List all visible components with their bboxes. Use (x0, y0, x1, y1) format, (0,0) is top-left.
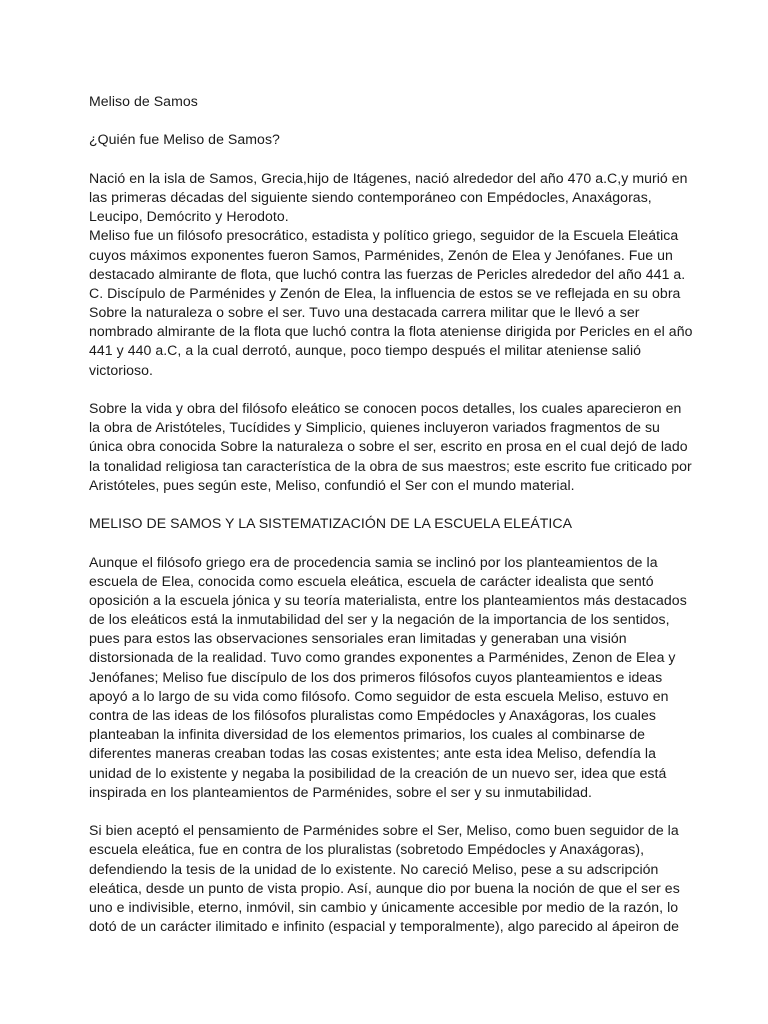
paragraph-parmenides (89, 821, 679, 936)
text-line: escuela de Elea, conocida como escuela eleática, escuela de carácter idealista que sentó (89, 572, 654, 589)
text-line: inspirada en los planteamientos de Parménides, sobre el ser y su inmutabilidad. (89, 783, 592, 800)
text-line: C. Discípulo de Parménides y Zenón de Elea, la influencia de estos se ve reflejada en su obra (89, 284, 681, 301)
text-line: la tonalidad religiosa tan característica de la obra de sus maestros; este escrito fue criticado por (89, 457, 692, 474)
text-line: las primeras décadas del siguiente siendo contemporáneo con Empédocles, Anaxágoras, (89, 188, 652, 205)
spacer (89, 802, 679, 821)
text-line: Si bien aceptó el pensamiento de Parménides sobre el Ser, Meliso, como buen seguidor de la (89, 822, 679, 839)
text-line: Sobre la vida y obra del filósofo eleático se conocen pocos detalles, los cuales aparecieron en (89, 400, 682, 416)
paragraph-works (89, 399, 692, 495)
text-line: diferentes maneras creaban todas las cosas existentes; ante esta idea Meliso, defendía la (89, 745, 656, 762)
spacer (89, 111, 679, 130)
spacer (89, 495, 679, 514)
text-line: uno e indivisible, eterno, inmóvil, sin cambio y únicamente accesible por medio de la razón, lo (89, 898, 679, 915)
text-line: Leucipo, Demócrito y Herodoto. (89, 208, 289, 225)
spacer (89, 533, 679, 552)
text-line: escuela eleática, fue en contra de los pluralistas (sobretodo Empédocles y Anaxágoras), (89, 841, 645, 858)
document-page (89, 92, 693, 936)
paragraph-biography (89, 169, 693, 380)
text-line: oposición a la escuela jónica y su teoría materialista, entre los planteamientos más destacados (89, 591, 687, 608)
text-line: Jenófanes; Meliso fue discípulo de los dos primeros filósofos cuyos planteamientos e ideas (89, 668, 663, 685)
text-line: destacado almirante de flota, que luchó contra las fuerzas de Pericles alrededor del año 441 a. (89, 265, 686, 282)
text-line: apoyó a lo largo de su vida como filósofo. Como seguidor de esta escuela Meliso, estuvo en (89, 687, 669, 704)
text-line: única obra conocida Sobre la naturaleza o sobre el ser, escrito en prosa en el cual dejó de lado (89, 438, 688, 455)
spacer (89, 380, 679, 399)
text-line: la obra de Aristóteles, Tucídides y Simplicio, quienes incluyeron variados fragmentos de su (89, 419, 660, 436)
text-line: contra de las ideas de los filósofos pluralistas como Empédocles y Anaxágoras, los cuales (89, 707, 656, 723)
text-line: victorioso. (89, 361, 153, 378)
text-line: 441 y 440 a.C, a la cual derrotó, aunque, poco tiempo después el militar ateniense salió (89, 342, 642, 359)
text-line: de los eleáticos está la inmutabilidad del ser y la negación de la importancia de los sentidos, (89, 611, 670, 628)
text-line: Nació en la isla de Samos, Grecia,hijo de Itágenes, nació alrededor del año 470 a.C,y murió en (89, 169, 688, 186)
text-line: Meliso fue un filósofo presocrático, estadista y político griego, seguidor de la Escuela Eleática (89, 227, 679, 244)
text-line: nombrado almirante de la flota que luchó contra la flota ateniense dirigida por Pericles en el año (89, 323, 693, 340)
text-line: Aunque el filósofo griego era de procedencia samia se inclinó por los planteamientos de la (89, 553, 658, 570)
section-question: ¿Quién fue Meliso de Samos? (89, 131, 280, 148)
text-line: eleática, desde un punto de vista propio. Así, aunque dio por buena la noción de que el ser es (89, 879, 680, 896)
text-line: Sobre la naturaleza o sobre el ser. Tuvo una destacada carrera militar que le llevó a ser (89, 304, 640, 321)
paragraph-eleatic-school (89, 553, 687, 802)
text-line: pues para estos las observaciones sensoriales eran limitadas y generaban una visión (89, 630, 627, 647)
text-line: defendiendo la tesis de la unidad de lo existente. No careció Meliso, pese a su adscripción (89, 860, 659, 877)
section-heading: MELISO DE SAMOS Y LA SISTEMATIZACIÓN DE LA ESCUELA ELEÁTICA (89, 515, 573, 532)
document-title: Meliso de Samos (89, 93, 198, 109)
text-line: distorsionada de la realidad. Tuvo como grandes exponentes a Parménides, Zenon de Elea y (89, 649, 676, 666)
text-line: cuyos máximos exponentes fueron Samos, Parménides, Zenón de Elea y Jenófanes. Fue un (89, 246, 673, 263)
text-line: Aristóteles, pues según este, Meliso, confundió el Ser con el mundo material. (89, 476, 575, 493)
text-line: unidad de lo existente y negaba la posibilidad de la creación de un nuevo ser, idea que está (89, 764, 667, 781)
text-line: planteaban la infinita diversidad de los elementos primarios, los cuales al combinarse de (89, 726, 645, 743)
spacer (89, 150, 679, 169)
text-line: dotó de un carácter ilimitado e infinito (espacial y temporalmente), algo parecido al ápeiron de (89, 918, 680, 935)
